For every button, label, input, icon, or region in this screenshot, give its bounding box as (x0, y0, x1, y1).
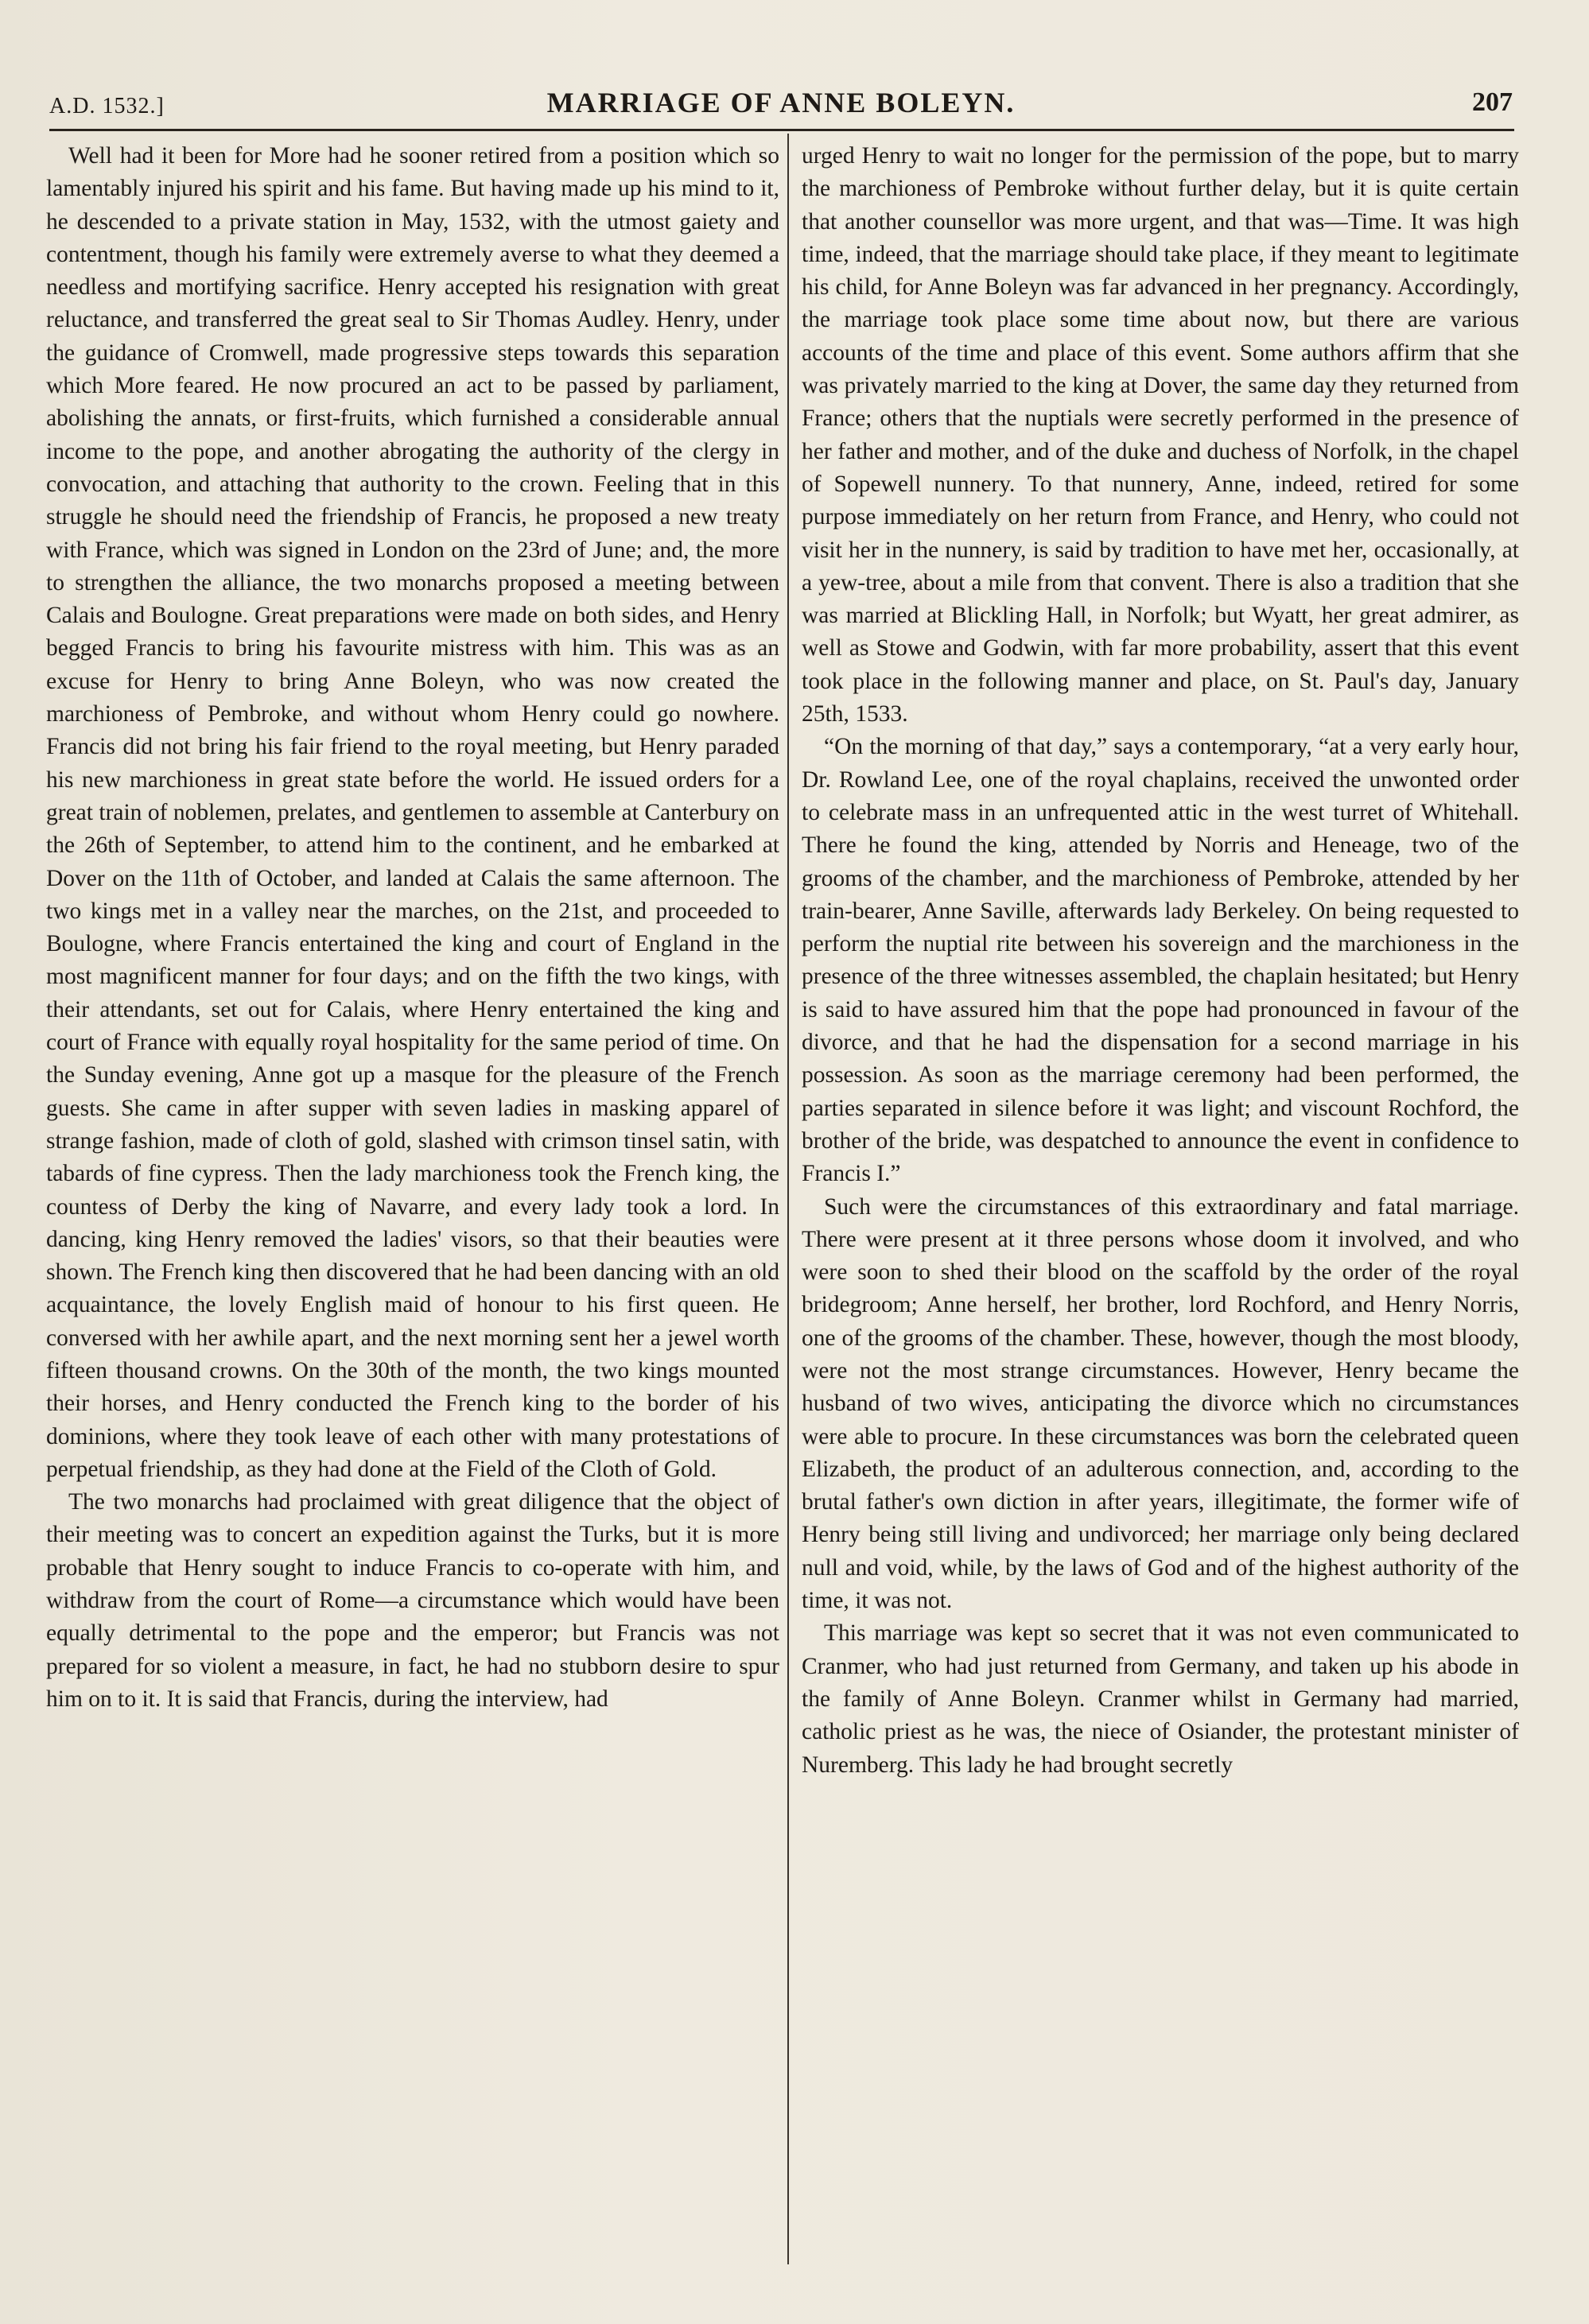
paragraph: Such were the circumstances of this extraordinary and fatal marriage. There were present at it three persons whose doom it involved, and who were soon to shed their blood on the scaffold by the order of the royal bridegroom; Anne herself, her brother, lord Rochford, and Henry Norris, one of the grooms of the chamber. These, however, though the most bloody, were not the most strange circumstances. However, Henry became the husband of two wives, anticipating the divorce which no circumstances were able to procure. In these circumstances was born the celebrated queen Elizabeth, the product of an adulterous connection, and, according to the brutal father's own diction in after years, illegitimate, the former wife of Henry being still living and undivorced; her marriage only being declared null and void, while, by the laws of God and of the highest authority of the time, it was not. (802, 1193, 1519, 1614)
column-divider (787, 134, 789, 2264)
header-rule (49, 129, 1514, 131)
header-date: A.D. 1532.] (49, 94, 165, 118)
paragraph: This marriage was kept so secret that it was not even communicated to Cranmer, who had just returned from Germany, and taken up his abode in the family of Anne Boleyn. Cranmer whilst in Germany had married, catholic priest as he was, the niece of Osiander, the protestant minister of Nuremberg. This lady he had brought secretly (802, 1620, 1519, 1778)
paragraph: urged Henry to wait no longer for the permission of the pope, but to marry the marchioness of Pembroke without further delay, but it is quite certain that another counsellor was more urgent, and that was—Time. It was high time, indeed, that the marriage should take place, if they meant to legitimate his child, for Anne Boleyn was far advanced in her pregnancy. Accordingly, the marriage took place some time about now, but there are various accounts of the time and place of this event. Some authors affirm that she was privately married to the king at Dover, the same day they returned from France; others that the nuptials were secretly performed in the presence of her father and mother, and of the duke and duchess of Norfolk, in the chapel of Sopewell nunnery. To that nunnery, Anne, indeed, retired for some purpose immediately on her return from France, and Henry, who could not visit her in the nunnery, is said by tradition to have met her, occasionally, at a yew-tree, about a mile from that convent. There is also a tradition that she was married at Blickling Hall, in Norfolk; but Wyatt, her great admirer, as well as Stowe and Godwin, with far more probability, assert that this event took place in the following manner and place, on St. Paul's day, January 25th, 1533. (802, 143, 1519, 727)
left-column (46, 140, 779, 2255)
right-column (802, 140, 1519, 2255)
paragraph: The two monarchs had proclaimed with great diligence that the object of their meeting was to concert an expedition against the Turks, but it is more probable that Henry sought to induce Francis to co-operate with him, and withdraw from the court of Rome—a circumstance which would have been equally detrimental to the pope and the emperor; but Francis was not prepared for so violent a measure, in fact, he had no stubborn desire to spur him on to it. It is said that Francis, during the interview, had (46, 1489, 779, 1712)
page-title: MARRIAGE OF ANNE BOLEYN. (546, 87, 1016, 118)
paragraph: Well had it been for More had he sooner retired from a position which so lamentably injured his spirit and his fame. But having made up his mind to it, he descended to a private station in May, 1532, with the utmost gaiety and contentment, though his family were extremely averse to what they deemed a needless and mortifying sacrifice. Henry accepted his resignation with great reluctance, and transferred the great seal to Sir Thomas Audley. Henry, under the guidance of Cromwell, made progressive steps towards this separation which More feared. He now procured an act to be passed by parliament, abolishing the annats, or first-fruits, which furnished a considerable annual income to the pope, and another abrogating the authority of the clergy in convocation, and attaching that authority to the crown. Feeling that in this struggle he should need the friendship of Francis, he proposed a new treaty with France, which was signed in London on the 23rd of June; and, the more to strengthen the alliance, the two monarchs proposed a meeting between Calais and Boulogne. Great preparations were made on both sides, and Henry begged Francis to bring his favourite mistress with him. This was as an excuse for Henry to bring Anne Boleyn, who was now created the marchioness of Pembroke, and without whom Henry could go nowhere. Francis did not bring his fair friend to the royal meeting, but Henry paraded his new marchioness in great state before the world. He issued orders for a great train of noblemen, prelates, and gentlemen to assemble at Canterbury on the 26th of September, to attend him to the continent, and he embarked at Dover on the 11th of October, and landed at Calais the same afternoon. The two kings met in a valley near the marches, on the 21st, and proceeded to Boulogne, where Francis entertained the king and court of England in the most magnificent manner for four days; and on the fifth the two kings, with their attendants, set out for Calais, where Henry entertained the king and court of France with equally royal hospitality for the same period of time. On the Sunday evening, Anne got up a masque for the pleasure of the French guests. She came in after supper with seven ladies in masking apparel of strange fashion, made of cloth of gold, slashed with crimson tinsel satin, with tabards of fine cypress. Then the lady marchioness took the French king, the countess of Derby the king of Navarre, and every lady took a lord. In dancing, king Henry removed the ladies' visors, so that their beauties were shown. The French king then discovered that he had been dancing with an old acquaintance, the lovely English maid of honour to his first queen. He conversed with her awhile apart, and the next morning sent her a jewel worth fifteen thousand crowns. On the 30th of the month, the two kings mounted their horses, and Henry conducted the French king to the border of his dominions, where they took leave of each other with many protestations of perpetual friendship, as they had done at the Field of the Cloth of Gold. (46, 143, 779, 1482)
page-number: 207 (1472, 87, 1513, 117)
running-header (49, 86, 1513, 126)
paragraph: “On the morning of that day,” says a contemporary, “at a very early hour, Dr. Rowland Lee, one of the royal chaplains, received the unwonted order to celebrate mass in an unfrequented attic in the west turret of Whitehall. There he found the king, attended by Norris and Heneage, two of the grooms of the chamber, and the marchioness of Pembroke, attended by her train-bearer, Anne Saville, afterwards lady Berkeley. On being requested to perform the nuptial rite between his sovereign and the marchioness in the presence of the three witnesses assembled, the chaplain hesitated; but Henry is said to have assured him that the pope had pronounced in favour of the divorce, and that he had the dispensation for a second marriage in his possession. As soon as the marriage ceremony had been performed, the parties separated in silence before it was light; and viscount Rochford, the brother of the bride, was despatched to announce the event in confidence to Francis I.” (802, 734, 1519, 1187)
